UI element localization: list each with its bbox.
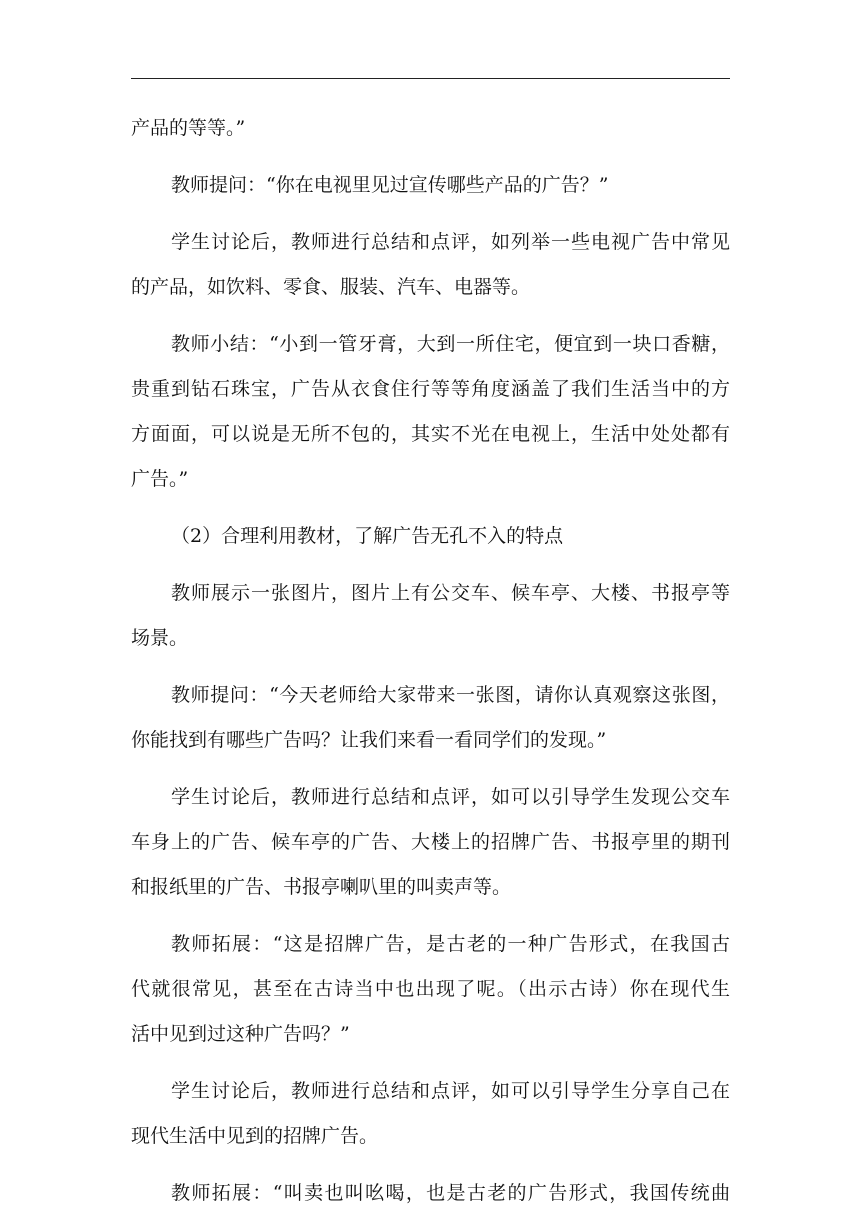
section-heading [131,514,730,559]
text-line: 教师提问：“今天老师给大家带来一张图，请你认真观察这张图， [171,684,730,706]
text-line: 教师小结：“小到一管牙膏，大到一所住宅，便宜到一块口香糖， [171,333,730,355]
text-line: 学生讨论后，教师进行总结和点评，如可以引导学生发现公交车 [171,786,730,808]
text-line: 代就很常见，甚至在古诗当中也出现了呢。（出示古诗）你在现代生 [131,978,730,1000]
text-line: 学生讨论后，教师进行总结和点评，如列举一些电视广告中常见 [171,231,730,253]
text-line: 学生讨论后，教师进行总结和点评，如可以引导学生分享自己在 [171,1080,730,1102]
text-line: 教师展示一张图片，图片上有公交车、候车亭、大楼、书报亭等 [171,582,730,604]
document-body [131,106,730,1216]
header-rule [131,78,730,79]
paragraph-teacher-question-picture [131,673,730,763]
paragraph-continuation [131,106,730,151]
text-line: 广告。” [131,468,189,490]
paragraph-student-discussion-signboard [131,1069,730,1159]
text-line: 方面面，可以说是无所不包的，其实不光在电视上，生活中处处都有 [131,423,730,445]
text-line: 车身上的广告、候车亭的广告、大楼上的招牌广告、书报亭里的期刊 [131,831,730,853]
text-line: 教师拓展：“这是招牌广告，是古老的一种广告形式，在我国古 [171,933,730,955]
paragraph-teacher-extension-signboard [131,922,730,1057]
text-line: 和报纸里的广告、书报亭喇叭里的叫卖声等。 [131,876,512,898]
paragraph-teacher-extension-hawking [131,1171,730,1216]
text-line: 教师提问：“你在电视里见过宣传哪些产品的广告？” [171,174,609,196]
paragraph-teacher-summary [131,322,730,502]
text-line: 活中见到过这种广告吗？” [131,1023,350,1045]
text-line: 教师拓展：“叫卖也叫吆喝，也是古老的广告形式，我国传统曲 [171,1182,730,1204]
text-line: 产品的等等。” [131,117,246,139]
text-line: 的产品，如饮料、零食、服装、汽车、电器等。 [131,276,531,298]
paragraph-teacher-shows-picture [131,571,730,661]
paragraph-student-discussion-picture [131,775,730,910]
text-line: （2）合理利用教材，了解广告无孔不入的特点 [171,525,564,547]
text-line: 现代生活中见到的招牌广告。 [131,1125,379,1147]
paragraph-student-discussion [131,220,730,310]
text-line: 场景。 [131,627,189,649]
paragraph-teacher-question [131,163,730,208]
text-line: 你能找到有哪些广告吗？让我们来看一看同学们的发现。” [131,729,607,751]
text-line: 贵重到钻石珠宝，广告从衣食住行等等角度涵盖了我们生活当中的方 [131,378,730,400]
